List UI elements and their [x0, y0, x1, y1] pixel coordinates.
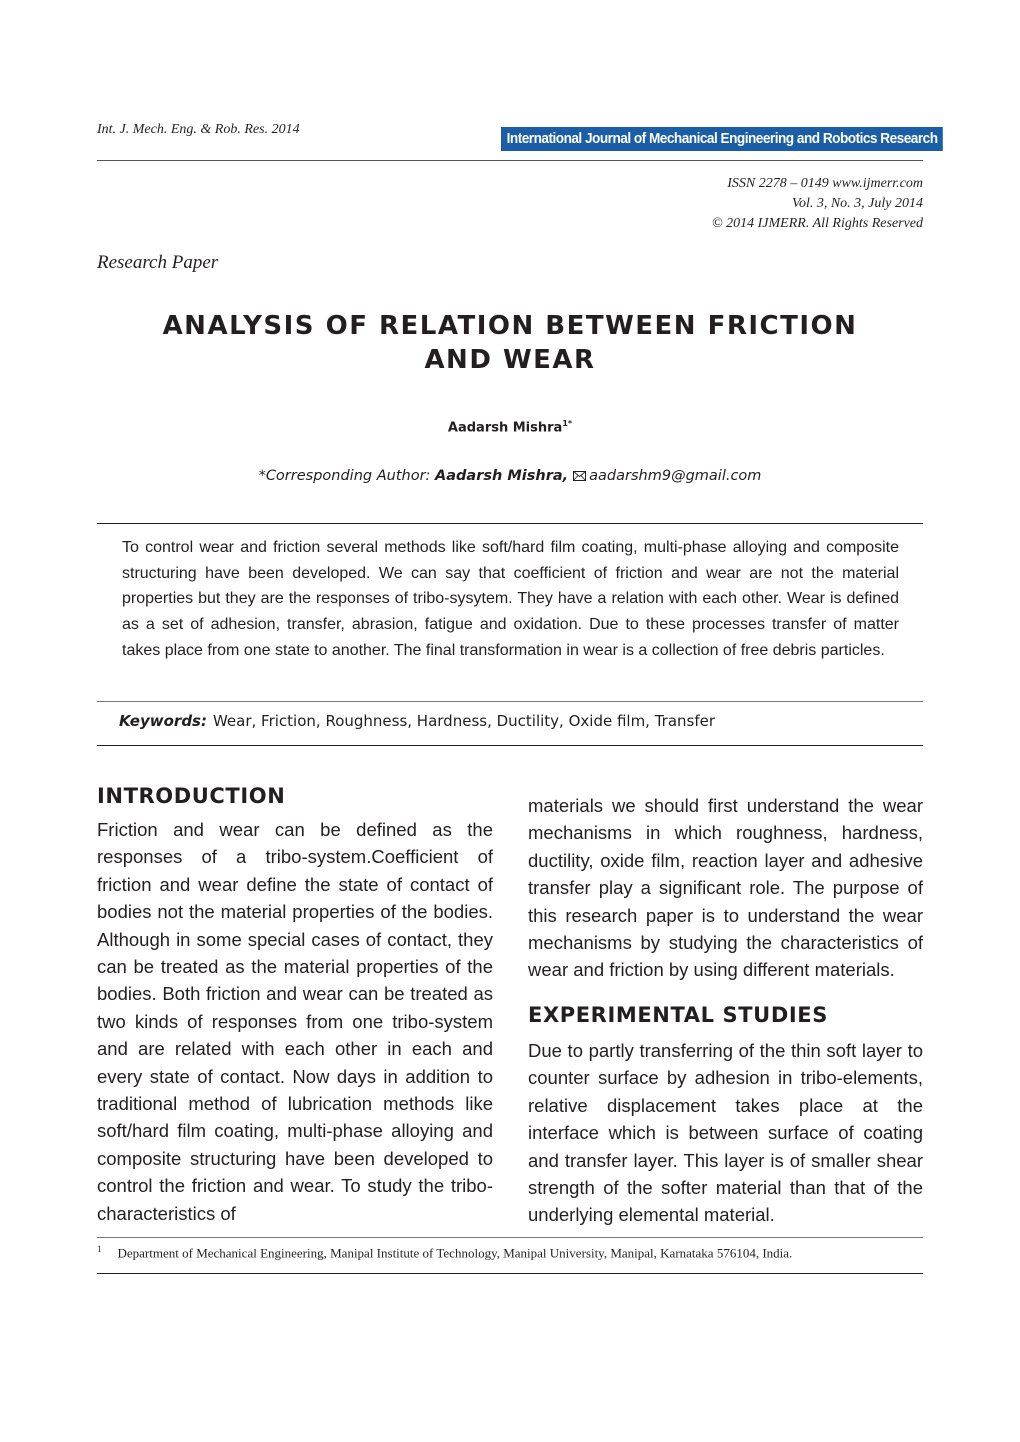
keywords-label: Keywords: — [119, 712, 207, 730]
abstract-top-divider — [97, 523, 923, 524]
abstract-text: To control wear and friction several methods like soft/hard film coating, multi-phase alloying and composite structuring have been developed. We can say that coefficient of friction and wear are not the material properties but they are the responses of tribo-sysytem. They have a relation with each other. Wear is defined as a set of adhesion, transfer, abrasion, fatigue and oxidation. Due to these processes transfer of matter takes place from one state to another. The final transformation in wear is a collection of free debris particles. — [122, 539, 899, 659]
author-name: Aadarsh Mishra — [447, 420, 563, 436]
issn-block — [712, 174, 923, 234]
experimental-paragraph: Due to partly transferring of the thin soft layer to counter surface by adhesion in tribo-elements, relative displacement takes place at the interface which is between surface of coating and transfer layer. This layer is of smaller shear strength of the softer material than that of the underlying elemental material. — [528, 1040, 923, 1226]
journal-logo-text: International Journal of Mechanical Engineering and Robotics Research — [501, 127, 943, 151]
corresponding-name: Aadarsh Mishra, — [435, 468, 569, 484]
volume-line: Vol. 3, No. 3, July 2014 — [791, 196, 923, 211]
header-divider — [97, 160, 923, 161]
copyright-line: © 2014 IJMERR. All Rights Reserved — [712, 216, 923, 231]
introduction-heading: INTRODUCTION — [97, 784, 286, 808]
footnote — [97, 1244, 923, 1261]
footnote-top-divider — [97, 1237, 923, 1238]
author-line — [97, 419, 923, 435]
experimental-heading: EXPERIMENTAL STUDIES — [528, 1003, 828, 1027]
envelope-icon — [573, 471, 586, 481]
paper-title — [97, 309, 923, 377]
introduction-paragraph: Friction and wear can be defined as the responses of a tribo-system.Coefficient of friction and wear define the state of contact of bodies not the material properties of the bodies. Although in some special cases of contact, they can be treated as the material properties of the bodies. Both friction and wear can be treated as two kinds of responses from one tribo-system and are related with each other in each and every state of contact. Now days in addition to traditional method of lubrication methods like soft/hard film coating, multi-phase alloying and composite structuring have been developed to control the friction and wear. To study the tribo-characteristics of — [97, 819, 493, 1224]
corresponding-email[interactable]: aadarshm9@gmail.com — [589, 468, 762, 484]
footnote-bottom-divider — [97, 1273, 923, 1274]
title-line-2: AND WEAR — [424, 345, 596, 375]
introduction-left-column — [97, 816, 493, 1227]
paper-type: Research Paper — [97, 252, 219, 273]
issn-line: ISSN 2278 – 0149 www.ijmerr.com — [727, 176, 923, 191]
title-line-1: ANALYSIS OF RELATION BETWEEN FRICTION — [162, 311, 858, 341]
journal-logo — [495, 120, 938, 158]
keywords-text: Wear, Friction, Roughness, Hardness, Ductility, Oxide film, Transfer — [212, 712, 716, 730]
footnote-text: Department of Mechanical Engineering, Manipal Institute of Technology, Manipal University, Manipal, Karnataka 576104, India. — [117, 1245, 793, 1261]
introduction-continuation: materials we should first understand the wear mechanisms in which roughness, hardness, ductility, oxide film, reaction layer and adhesive transfer play a significant role. The purpose of this research paper is to understand the wear mechanisms by studying the characteristics of wear and friction by using different materials. — [528, 795, 923, 981]
keywords-bottom-divider — [97, 745, 923, 746]
introduction-right-column — [528, 792, 923, 984]
abstract-bottom-divider — [97, 701, 923, 702]
keywords-line — [119, 712, 715, 730]
corresponding-author — [97, 468, 923, 484]
experimental-column — [528, 1037, 923, 1229]
corresponding-label: *Corresponding Author: — [258, 468, 431, 484]
author-marker: 1* — [562, 419, 573, 428]
journal-reference: Int. J. Mech. Eng. & Rob. Res. 2014 — [97, 122, 300, 137]
footnote-marker: 1 — [97, 1244, 102, 1254]
